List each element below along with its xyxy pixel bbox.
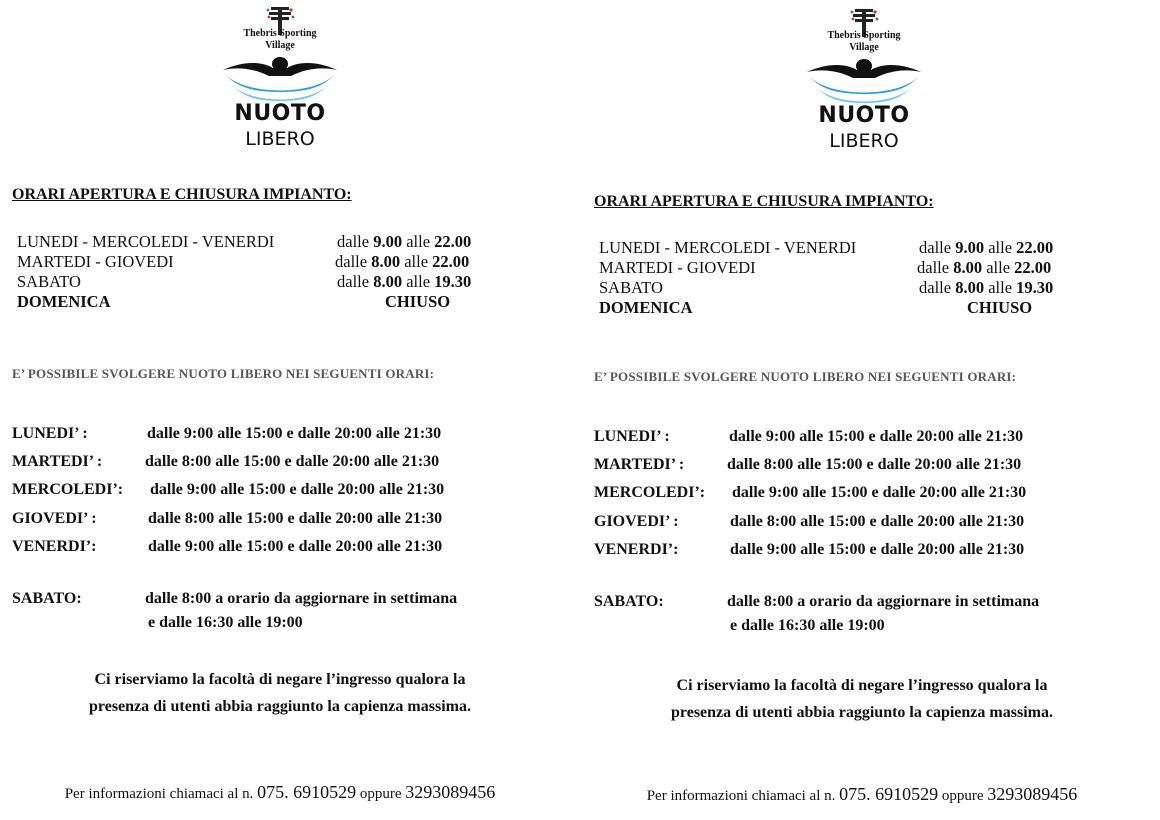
info-text: Per informazioni chiamaci al n. <box>646 788 840 804</box>
swim-day: MERCOLEDI’: <box>12 481 124 499</box>
saturday-times-line1: dalle 8:00 a orario da aggiornare in settimana <box>727 593 1040 610</box>
notice-line1: Ci riserviamo la facoltà di negare l’ingresso qualora la <box>676 677 1048 694</box>
club-name-line1: Thebris Sporting <box>827 30 901 41</box>
swim-times: dalle 8:00 alle 15:00 e dalle 20:00 alle 21:30 <box>148 509 443 527</box>
swim-times: dalle 9:00 alle 15:00 e dalle 20:00 alle 21:30 <box>148 537 443 555</box>
swim-times: dalle 9:00 alle 15:00 e dalle 20:00 alle 21:30 <box>147 425 442 442</box>
club-logo <box>789 6 939 156</box>
swim-times: dalle 9:00 alle 15:00 e dalle 20:00 alle 21:30 <box>732 484 1027 502</box>
saturday-times-line1: dalle 8:00 a orario da aggiornare in settimana <box>145 590 458 607</box>
club-logo <box>205 4 355 154</box>
closed-status: CHIUSO <box>385 292 451 311</box>
swim-times: dalle 8:00 alle 15:00 e dalle 20:00 alle 21:30 <box>730 512 1025 530</box>
logo-title-libero: LIBERO <box>245 128 315 150</box>
mobile-number: 3293089456 <box>405 782 496 802</box>
club-name <box>789 30 939 54</box>
flyer-right <box>582 0 1160 820</box>
notice-line2: presenza di utenti abbia raggiunto la capienza massima. <box>89 698 471 715</box>
saturday-times-line2: e dalle 16:30 alle 19:00 <box>148 614 303 631</box>
swim-hours-title: E’ POSSIBILE SVOLGERE NUOTO LIBERO NEI SEGUENTI ORARI: <box>12 366 435 381</box>
contact-info <box>0 782 560 803</box>
logo-title-nuoto: NUOTO <box>234 101 326 126</box>
opening-hours: dalle 8.00 alle 19.30 <box>919 278 1054 297</box>
opening-hours: dalle 9.00 alle 22.00 <box>919 238 1054 257</box>
opening-day: SABATO <box>17 272 81 291</box>
opening-hours: dalle 8.00 alle 22.00 <box>917 258 1052 277</box>
opening-day: SABATO <box>599 278 663 297</box>
swim-day: VENERDI’: <box>12 537 97 555</box>
swim-day: LUNEDI’ : <box>12 425 88 442</box>
info-text: Per informazioni chiamaci al n. <box>64 786 258 802</box>
club-name-line2: Village <box>265 40 295 51</box>
opening-hours-title: ORARI APERTURA E CHIUSURA IMPIANTO: <box>594 193 934 210</box>
closed-day: DOMENICA <box>599 298 693 317</box>
saturday-day: SABATO: <box>12 590 82 607</box>
swim-day: MARTEDI’ : <box>12 453 103 471</box>
capacity-notice <box>0 666 560 720</box>
opening-hours: dalle 8.00 alle 19.30 <box>337 272 472 291</box>
opening-hours: dalle 9.00 alle 22.00 <box>337 232 472 251</box>
swim-day: LUNEDI’ : <box>594 428 670 445</box>
swim-hours-title: E’ POSSIBILE SVOLGERE NUOTO LIBERO NEI SEGUENTI ORARI: <box>594 369 1017 384</box>
notice-line1: Ci riserviamo la facoltà di negare l’ingresso qualora la <box>94 671 466 688</box>
logo-title-libero: LIBERO <box>829 130 899 152</box>
swim-day: GIOVEDI’ : <box>12 509 97 527</box>
closed-day: DOMENICA <box>17 292 111 311</box>
swim-day: MERCOLEDI’: <box>594 484 706 502</box>
swim-times: dalle 9:00 alle 15:00 e dalle 20:00 alle 21:30 <box>729 428 1024 445</box>
swim-times: dalle 8:00 alle 15:00 e dalle 20:00 alle 21:30 <box>727 456 1022 474</box>
swim-day: GIOVEDI’ : <box>594 512 679 530</box>
swim-times: dalle 8:00 alle 15:00 e dalle 20:00 alle 21:30 <box>145 453 440 471</box>
swim-times: dalle 9:00 alle 15:00 e dalle 20:00 alle 21:30 <box>150 481 445 499</box>
saturday-times-line2: e dalle 16:30 alle 19:00 <box>730 617 885 634</box>
opening-day: MARTEDI - GIOVEDI <box>599 258 756 277</box>
closed-status: CHIUSO <box>967 298 1033 317</box>
saturday-day: SABATO: <box>594 593 664 610</box>
mobile-number: 3293089456 <box>987 784 1078 804</box>
phone-number: 075. 6910529 <box>839 784 939 804</box>
notice-line2: presenza di utenti abbia raggiunto la capienza massima. <box>671 704 1053 721</box>
logo-title-nuoto: NUOTO <box>818 103 910 128</box>
opening-hours-title: ORARI APERTURA E CHIUSURA IMPIANTO: <box>12 186 352 203</box>
swim-day: VENERDI’: <box>594 540 679 558</box>
club-name-line1: Thebris Sporting <box>243 28 317 39</box>
club-name <box>205 28 355 52</box>
opening-day: LUNEDI - MERCOLEDI - VENERDI <box>599 238 857 257</box>
info-or: oppure <box>938 788 988 804</box>
opening-day: LUNEDI - MERCOLEDI - VENERDI <box>17 232 275 251</box>
capacity-notice <box>582 672 1142 726</box>
swim-day: MARTEDI’ : <box>594 456 685 474</box>
club-name-line2: Village <box>849 42 879 53</box>
contact-info <box>582 784 1142 805</box>
swim-times: dalle 9:00 alle 15:00 e dalle 20:00 alle 21:30 <box>730 540 1025 558</box>
info-or: oppure <box>356 786 406 802</box>
opening-hours: dalle 8.00 alle 22.00 <box>335 252 470 271</box>
phone-number: 075. 6910529 <box>257 782 357 802</box>
opening-day: MARTEDI - GIOVEDI <box>17 252 174 271</box>
